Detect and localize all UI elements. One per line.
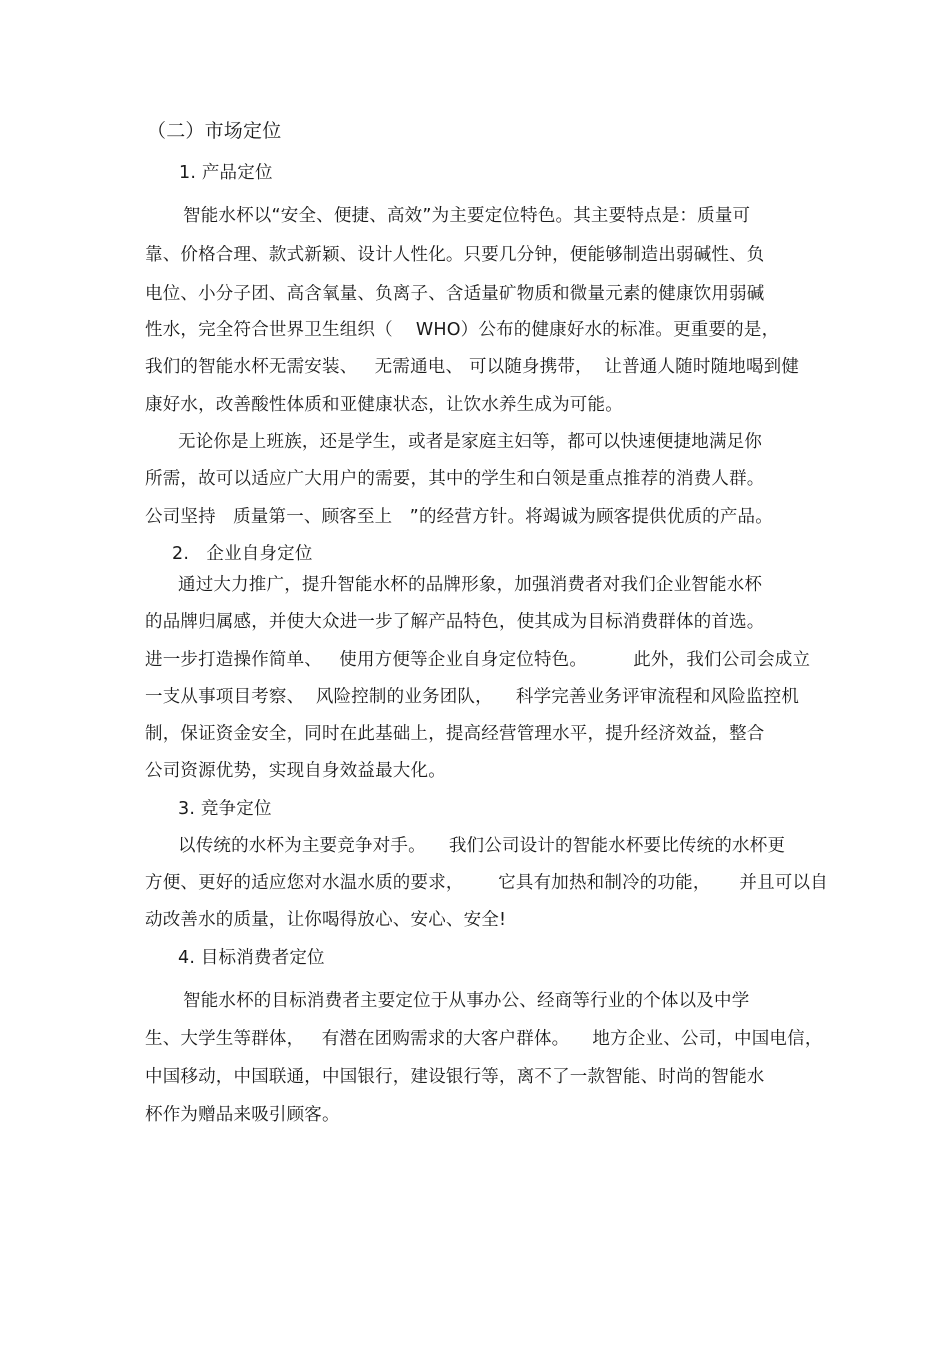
sub1-para2-line: 所需，故可以适应广大用户的需要，其中的学生和白领是重点推荐的消费人群。: [145, 469, 765, 489]
sub1-para1-line: 性水，完全符合世界卫生组织（ WHO）公布的健康好水的标准。更重要的是，: [145, 320, 780, 340]
sub4-heading: 4. 目标消费者定位: [178, 948, 325, 968]
sub1-para2-line: 无论你是上班族，还是学生，或者是家庭主妇等，都可以快速便捷地满足你: [178, 432, 763, 452]
sub2-para-line: 公司资源优势，实现自身效益最大化。: [145, 761, 446, 781]
sub4-para-line: 杯作为赠品来吸引顾客。: [145, 1105, 340, 1125]
sub2-para-line: 进一步打造操作简单、 使用方便等企业自身定位特色。 此外，我们公司会成立: [145, 650, 811, 670]
sub4-para-line: 智能水杯的目标消费者主要定位于从事办公、经商等行业的个体以及中学: [183, 991, 750, 1011]
sub1-para1-line: 电位、小分子团、高含氧量、负离子、含适量矿物质和微量元素的健康饮用弱碱: [145, 284, 765, 304]
sub2-para-line: 制，保证资金安全，同时在此基础上，提高经营管理水平，提升经济效益，整合: [145, 724, 765, 744]
sub2-para-line: 通过大力推广，提升智能水杯的品牌形象，加强消费者对我们企业智能水杯: [178, 575, 763, 595]
sub4-para-line: 中国移动，中国联通，中国银行，建设银行等，离不了一款智能、时尚的智能水: [145, 1067, 765, 1087]
sub1-para1-line: 靠、价格合理、款式新颖、设计人性化。只要几分钟，便能够制造出弱碱性、负: [145, 245, 765, 265]
sub4-para-line: 生、大学生等群体， 有潜在团购需求的大客户群体。 地方企业、公司，中国电信，: [145, 1029, 823, 1049]
sub3-para-line: 方便、更好的适应您对水温水质的要求， 它具有加热和制冷的功能， 并且可以自: [145, 873, 828, 893]
sub3-heading: 3. 竞争定位: [178, 799, 272, 819]
sub1-para1-line: 我们的智能水杯无需安装、 无需通电、 可以随身携带， 让普通人随时随地喝到健: [145, 357, 800, 377]
sub1-para1-line: 康好水，改善酸性体质和亚健康状态，让饮水养生成为可能。: [145, 395, 623, 415]
sub2-para-line: 一支从事项目考察、 风险控制的业务团队， 科学完善业务评审流程和风险监控机: [145, 687, 800, 707]
sub1-para1-line: 智能水杯以“安全、便捷、高效”为主要定位特色。其主要特点是：质量可: [183, 206, 751, 226]
sub3-para-line: 以传统的水杯为主要竞争对手。 我们公司设计的智能水杯要比传统的水杯更: [178, 836, 786, 856]
sub2-para-line: 的品牌归属感，并使大众进一步了解产品特色，使其成为目标消费群体的首选。: [145, 612, 765, 632]
sub1-para2-line: 公司坚持 质量第一、顾客至上 ”的经营方针。将竭诚为顾客提供优质的产品。: [145, 507, 773, 527]
sub2-heading: 2. 企业自身定位: [172, 544, 313, 564]
sub1-heading: 1. 产品定位: [179, 163, 273, 183]
sub3-para-line: 动改善水的质量，让你喝得放心、安心、安全!: [145, 910, 507, 930]
section-title: （二）市场定位: [147, 120, 282, 142]
